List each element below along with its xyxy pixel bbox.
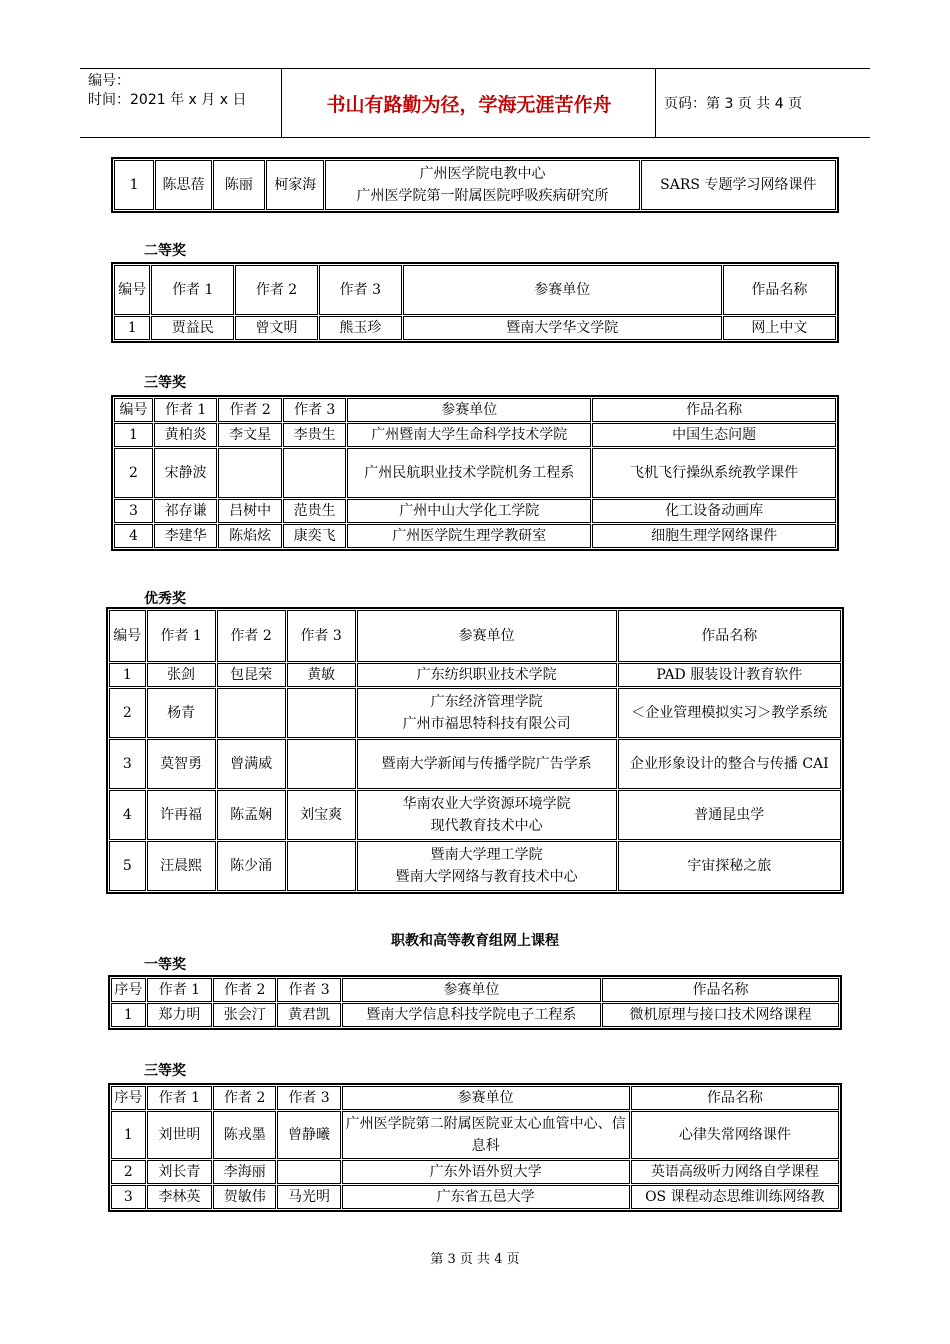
table-header-cell: 编号 xyxy=(114,398,153,422)
table-row xyxy=(111,1111,839,1159)
table-cell: 3 xyxy=(114,499,153,523)
table-cell: 华南农业大学资源环境学院 现代教育技术中心 xyxy=(357,790,617,840)
table-cell: 包昆荣 xyxy=(217,663,286,687)
table-cell: 曾静曦 xyxy=(277,1111,340,1159)
page-footer: 第 3 页 共 4 页 xyxy=(430,1252,520,1267)
table-header-row xyxy=(109,610,841,662)
table-header-cell: 作者 1 xyxy=(147,1086,212,1110)
table-cell: 刘世明 xyxy=(147,1111,212,1159)
third-prize-table xyxy=(111,395,839,551)
table-cell: 陈焰炫 xyxy=(218,524,282,548)
table-cell: 黄敏 xyxy=(287,663,356,687)
table-header-cell: 编号 xyxy=(109,610,146,662)
table-cell: 暨南大学理工学院 暨南大学网络与教育技术中心 xyxy=(357,841,617,891)
table-cell: OS 课程动态思维训练网络教 xyxy=(631,1185,839,1209)
table-cell: 贺敏伟 xyxy=(213,1185,276,1209)
table-cell: 3 xyxy=(111,1185,146,1209)
table-cell xyxy=(287,688,356,738)
table-header-row xyxy=(114,398,836,422)
table-cell: 杨青 xyxy=(147,688,216,738)
table-cell: 1 xyxy=(111,1003,146,1027)
table-cell: 许再福 xyxy=(147,790,216,840)
table-cell: 曾文明 xyxy=(235,316,318,340)
table-cell: 心律失常网络课件 xyxy=(631,1111,839,1159)
table-header-cell: 作者 3 xyxy=(319,265,402,315)
table-cell: 柯家海 xyxy=(266,160,324,210)
course-first-prize-table xyxy=(108,975,842,1030)
table-cell: 刘长青 xyxy=(147,1160,212,1184)
table-header-cell: 编号 xyxy=(114,265,150,315)
header-number-label: 编号： xyxy=(88,73,130,89)
table-cell: 广州中山大学化工学院 xyxy=(347,499,591,523)
table-cell: 1 xyxy=(114,160,154,210)
table-cell: 李海丽 xyxy=(213,1160,276,1184)
table-cell: 2 xyxy=(111,1160,146,1184)
table-cell: 网上中文 xyxy=(723,316,836,340)
table-cell: 陈戎墨 xyxy=(213,1111,276,1159)
table-cell: 范贵生 xyxy=(283,499,347,523)
table-row xyxy=(109,841,841,891)
table-row xyxy=(111,1185,839,1209)
table-cell: 英语高级听力网络自学课程 xyxy=(631,1160,839,1184)
table-header-cell: 作者 2 xyxy=(217,610,286,662)
table-cell: 郑力明 xyxy=(147,1003,212,1027)
section-title-excellence-prize: 优秀奖 xyxy=(144,591,186,607)
table-cell: 张会汀 xyxy=(213,1003,276,1027)
table-cell: 3 xyxy=(109,739,146,789)
table-row xyxy=(114,423,836,447)
table-header-cell: 作者 3 xyxy=(287,610,356,662)
table-header-cell: 作者 2 xyxy=(213,978,276,1002)
table-header-cell: 参赛单位 xyxy=(342,978,601,1002)
table-cell: 4 xyxy=(114,524,153,548)
table-cell: 普通昆虫学 xyxy=(618,790,841,840)
table-cell: 李林英 xyxy=(147,1185,212,1209)
table-cell xyxy=(283,448,347,498)
table-cell: PAD 服装设计教育软件 xyxy=(618,663,841,687)
table-cell: 马光明 xyxy=(277,1185,340,1209)
table-cell: 广州医学院生理学教研室 xyxy=(347,524,591,548)
table-row xyxy=(111,1003,839,1027)
table-cell: 宇宙探秘之旅 xyxy=(618,841,841,891)
table-cell: 广州医学院电教中心 广州医学院第一附属医院呼吸疾病研究所 xyxy=(325,160,639,210)
table-cell: 1 xyxy=(111,1111,146,1159)
second-prize-table xyxy=(111,262,839,343)
table-cell: 李建华 xyxy=(154,524,218,548)
table-cell: 陈少涌 xyxy=(217,841,286,891)
award-table-continued xyxy=(111,157,839,213)
table-cell: 吕树中 xyxy=(218,499,282,523)
table-cell: 企业形象设计的整合与传播 CAI xyxy=(618,739,841,789)
table-header-cell: 参赛单位 xyxy=(347,398,591,422)
table-row xyxy=(114,524,836,548)
table-cell: 陈孟娴 xyxy=(217,790,286,840)
table-header-cell: 作者 1 xyxy=(154,398,218,422)
table-cell: 李文星 xyxy=(218,423,282,447)
table-header-cell: 作品名称 xyxy=(723,265,836,315)
section-title-third-prize-course: 三等奖 xyxy=(144,1063,186,1079)
table-header-cell: 作者 3 xyxy=(283,398,347,422)
table-cell xyxy=(287,841,356,891)
table-row xyxy=(109,688,841,738)
table-cell: 黄君凯 xyxy=(277,1003,340,1027)
table-cell: 康奕飞 xyxy=(283,524,347,548)
table-cell: 中国生态问题 xyxy=(592,423,836,447)
table-cell: 广州暨南大学生命科学技术学院 xyxy=(347,423,591,447)
table-cell: 宋静波 xyxy=(154,448,218,498)
table-row xyxy=(114,316,836,340)
table-cell: 2 xyxy=(114,448,153,498)
table-cell: 广东省五邑大学 xyxy=(342,1185,630,1209)
table-cell: 化工设备动画库 xyxy=(592,499,836,523)
table-cell xyxy=(218,448,282,498)
table-cell: 祁存谦 xyxy=(154,499,218,523)
table-cell: 陈丽 xyxy=(213,160,265,210)
table-header-cell: 作者 2 xyxy=(218,398,282,422)
table-header-cell: 作者 2 xyxy=(235,265,318,315)
table-cell: 1 xyxy=(114,423,153,447)
table-cell: ＜企业管理模拟实习＞教学系统 xyxy=(618,688,841,738)
table-header-cell: 作者 1 xyxy=(147,978,212,1002)
table-cell: 熊玉珍 xyxy=(319,316,402,340)
table-header-cell: 参赛单位 xyxy=(342,1086,630,1110)
table-header-cell: 序号 xyxy=(111,978,146,1002)
table-cell: 细胞生理学网络课件 xyxy=(592,524,836,548)
table-cell: 暨南大学信息科技学院电子工程系 xyxy=(342,1003,601,1027)
table-cell: 贾益民 xyxy=(151,316,234,340)
table-cell: 飞机飞行操纵系统教学课件 xyxy=(592,448,836,498)
table-cell: 广东纺织职业技术学院 xyxy=(357,663,617,687)
table-cell: 曾满威 xyxy=(217,739,286,789)
table-header-cell: 作者 1 xyxy=(151,265,234,315)
table-cell: 李贵生 xyxy=(283,423,347,447)
table-cell: 暨南大学新闻与传播学院广告学系 xyxy=(357,739,617,789)
table-row xyxy=(114,160,836,210)
section-title-third-prize: 三等奖 xyxy=(144,375,186,391)
header-motto: 书山有路勤为径，学海无涯苦作舟 xyxy=(283,69,656,137)
table-header-row xyxy=(114,265,836,315)
header-page-info: 页码：第 3 页 共 4 页 xyxy=(664,96,803,112)
table-header-cell: 作品名称 xyxy=(592,398,836,422)
table-cell: 广州医学院第二附属医院亚太心血管中心、信息科 xyxy=(342,1111,630,1159)
table-cell: 汪晨熙 xyxy=(147,841,216,891)
table-header-cell: 作品名称 xyxy=(602,978,839,1002)
table-header-cell: 参赛单位 xyxy=(403,265,722,315)
table-cell: 微机原理与接口技术网络课程 xyxy=(602,1003,839,1027)
table-cell xyxy=(217,688,286,738)
table-cell: 刘宝爽 xyxy=(287,790,356,840)
header-time-label: 时间：2021 年 x 月 x 日 xyxy=(88,92,247,108)
table-row xyxy=(111,1160,839,1184)
table-header-cell: 作者 3 xyxy=(277,978,340,1002)
table-row xyxy=(114,499,836,523)
table-cell: 1 xyxy=(114,316,150,340)
table-header-cell: 参赛单位 xyxy=(357,610,617,662)
table-header-cell: 作者 1 xyxy=(147,610,216,662)
section-title-first-prize: 一等奖 xyxy=(144,957,186,973)
table-header-cell: 作品名称 xyxy=(631,1086,839,1110)
table-cell: 5 xyxy=(109,841,146,891)
table-header-row xyxy=(111,978,839,1002)
table-header-cell: 序号 xyxy=(111,1086,146,1110)
table-cell: 广州民航职业技术学院机务工程系 xyxy=(347,448,591,498)
table-row xyxy=(114,448,836,498)
table-cell xyxy=(287,739,356,789)
table-cell: 1 xyxy=(109,663,146,687)
table-header-cell: 作品名称 xyxy=(618,610,841,662)
section-title-second-prize: 二等奖 xyxy=(144,243,186,259)
table-cell: 4 xyxy=(109,790,146,840)
course-third-prize-table xyxy=(108,1083,842,1212)
table-header-row xyxy=(111,1086,839,1110)
table-cell: 暨南大学华文学院 xyxy=(403,316,722,340)
table-cell: 莫智勇 xyxy=(147,739,216,789)
table-cell xyxy=(277,1160,340,1184)
course-group-title: 职教和高等教育组网上课程 xyxy=(391,933,559,949)
table-cell: 广东经济管理学院 广州市福思特科技有限公司 xyxy=(357,688,617,738)
table-cell: SARS 专题学习网络课件 xyxy=(641,160,836,210)
table-row xyxy=(109,790,841,840)
table-header-cell: 作者 3 xyxy=(277,1086,340,1110)
table-cell: 黄柏炎 xyxy=(154,423,218,447)
table-row xyxy=(109,663,841,687)
table-cell: 广东外语外贸大学 xyxy=(342,1160,630,1184)
table-cell: 2 xyxy=(109,688,146,738)
page-header xyxy=(80,68,870,138)
table-cell: 陈思蓓 xyxy=(155,160,211,210)
table-row xyxy=(109,739,841,789)
excellence-prize-table xyxy=(106,607,844,894)
table-cell: 张剑 xyxy=(147,663,216,687)
table-header-cell: 作者 2 xyxy=(213,1086,276,1110)
header-meta xyxy=(80,69,282,137)
